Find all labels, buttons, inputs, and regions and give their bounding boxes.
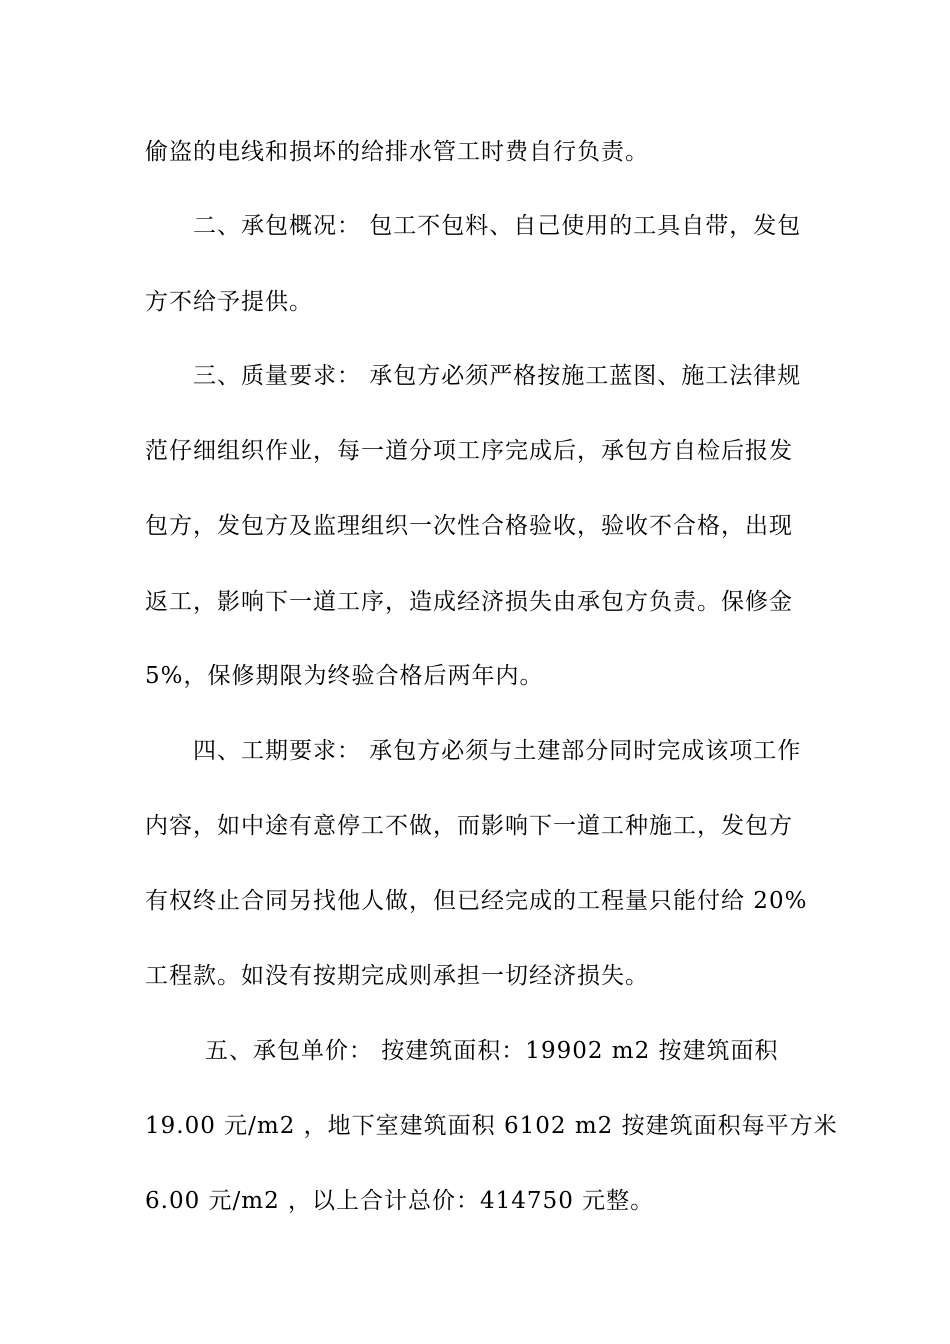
paragraph-line: 工程款。如没有按期完成则承担一切经济损失。: [145, 963, 649, 989]
paragraph-line: 内容，如中途有意停工不做，而影响下一道工种施工，发包方: [145, 813, 793, 839]
section-2-heading-line: 二、承包概况： 包工不包料、自己使用的工具自带，发包: [193, 213, 802, 239]
paragraph-line: 5%，保修期限为终验合格后两年内。: [145, 663, 544, 689]
paragraph-line: 6.00 元/m2 ，以上合计总价：414750 元整。: [145, 1188, 655, 1214]
paragraph-line: 返工，影响下一道工序，造成经济损失由承包方负责。保修金: [145, 589, 793, 615]
section-3-heading-line: 三、质量要求： 承包方必须严格按施工蓝图、施工法律规: [193, 363, 802, 389]
section-4-heading-line: 四、工期要求： 承包方必须与土建部分同时完成该项工作: [193, 738, 802, 764]
paragraph-line: 范仔细组织作业，每一道分项工序完成后，承包方自检后报发: [145, 438, 793, 464]
paragraph-line: 方不给予提供。: [145, 289, 313, 315]
paragraph-line: 有权终止合同另找他人做，但已经完成的工程量只能付给 20%: [145, 888, 808, 914]
paragraph-line: 偷盗的电线和损坏的给排水管工时费自行负责。: [145, 139, 649, 165]
section-5-heading-line: 五、承包单价： 按建筑面积：19902 m2 按建筑面积: [205, 1038, 779, 1064]
paragraph-line: 包方，发包方及监理组织一次性合格验收，验收不合格，出现: [145, 513, 793, 539]
paragraph-line: 19.00 元/m2 ，地下室建筑面积 6102 m2 按建筑面积每平方米: [145, 1113, 838, 1139]
